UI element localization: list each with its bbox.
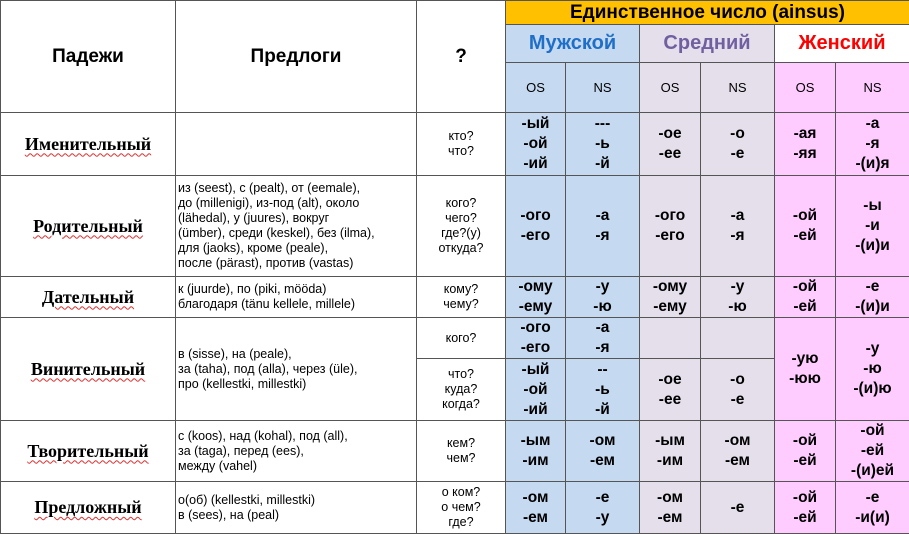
ending-masc-ns-inanimate: -- -ь -й: [566, 359, 640, 421]
ending-fem-ns: -е -и(и): [836, 482, 909, 534]
ending-masc-os: -ый -ой -ий: [506, 113, 566, 176]
ending-neut-os: -ое -ее: [640, 359, 701, 421]
masculine-ns-header: NS: [566, 63, 640, 113]
row-dative: [1, 277, 909, 318]
prepositions-header: Предлоги: [176, 1, 417, 113]
neuter-header: Средний: [640, 25, 775, 63]
ending-fem-os: -ой -ей: [775, 482, 836, 534]
ending-neut-ns: -е: [701, 482, 775, 534]
question-cell-animate: кого?: [417, 318, 506, 359]
empty-neut-os: [640, 318, 701, 359]
row-nominative: [1, 113, 909, 176]
ending-neut-os: -ым -им: [640, 421, 701, 482]
case-name: Винительный: [1, 318, 176, 421]
ending-neut-ns: -а -я: [701, 176, 775, 277]
ending-neut-ns: -у -ю: [701, 277, 775, 318]
ending-fem-ns: -е -(и)и: [836, 277, 909, 318]
neuter-os-header: OS: [640, 63, 701, 113]
feminine-os-header: OS: [775, 63, 836, 113]
prepositions-cell: о(об) (kellestki, millestki) в (sees), на (peal): [176, 482, 417, 534]
masculine-os-header: OS: [506, 63, 566, 113]
row-instrumental: [1, 421, 909, 482]
ending-masc-ns: -а -я: [566, 176, 640, 277]
neuter-ns-header: NS: [701, 63, 775, 113]
ending-masc-os: -ом -ем: [506, 482, 566, 534]
ending-masc-os: -ого -его: [506, 176, 566, 277]
ending-masc-os-animate: -ого -его: [506, 318, 566, 359]
case-name: Предложный: [1, 482, 176, 534]
ending-fem-os: -ой -ей: [775, 421, 836, 482]
row-prepositional: [1, 482, 909, 534]
question-cell: кто? что?: [417, 113, 506, 176]
prepositions-cell: из (seest), с (pealt), от (eemale), до (millenigi), из-под (alt), около (lähedal), у (juures), вокруг (ümber), среди (keskel), без (ilma), для (jaoks), кроме (peale), после (pärast), против (vastas): [176, 176, 417, 277]
feminine-header: Женский: [775, 25, 909, 63]
ending-masc-os-inanimate: -ый -ой -ий: [506, 359, 566, 421]
ending-neut-os: -ого -его: [640, 176, 701, 277]
ending-fem-os: -ой -ей: [775, 277, 836, 318]
ending-masc-os: -ым -им: [506, 421, 566, 482]
ending-masc-os: -ому -ему: [506, 277, 566, 318]
ending-fem-ns: -у -ю -(и)ю: [836, 318, 909, 421]
masculine-header: Мужской: [506, 25, 640, 63]
case-name: Родительный: [1, 176, 176, 277]
case-name: Творительный: [1, 421, 176, 482]
singular-number-title: Единственное число (ainsus): [506, 1, 909, 25]
empty-neut-ns: [701, 318, 775, 359]
case-name: Дательный: [1, 277, 176, 318]
question-cell: кого? чего? где?(у) откуда?: [417, 176, 506, 277]
prepositions-cell: в (sisse), на (peale), за (taha), под (alla), через (üle), про (kellestki, millestki): [176, 318, 417, 421]
case-name: Именительный: [1, 113, 176, 176]
ending-fem-os: -ая -яя: [775, 113, 836, 176]
ending-fem-ns: -а -я -(и)я: [836, 113, 909, 176]
ending-neut-ns: -ом -ем: [701, 421, 775, 482]
row-accusative-animate: [1, 318, 909, 359]
question-cell: кому? чему?: [417, 277, 506, 318]
ending-masc-ns-animate: -а -я: [566, 318, 640, 359]
ending-masc-ns: -е -у: [566, 482, 640, 534]
ending-fem-ns: -ы -и -(и)и: [836, 176, 909, 277]
prepositions-cell: с (koos), над (kohal), под (all), за (taga), перед (ees), между (vahel): [176, 421, 417, 482]
row-genitive: [1, 176, 909, 277]
feminine-ns-header: NS: [836, 63, 909, 113]
prepositions-cell: к (juurde), по (piki, mööda) благодаря (tänu kellele, millele): [176, 277, 417, 318]
cases-header: Падежи: [1, 1, 176, 113]
question-cell: о ком? о чем? где?: [417, 482, 506, 534]
ending-neut-ns: -о -е: [701, 113, 775, 176]
ending-masc-ns: -ом -ем: [566, 421, 640, 482]
question-cell: кем? чем?: [417, 421, 506, 482]
prepositions-cell: [176, 113, 417, 176]
ending-neut-os: -ое -ее: [640, 113, 701, 176]
question-header: ?: [417, 1, 506, 113]
ending-neut-os: -ому -ему: [640, 277, 701, 318]
ending-masc-ns: -у -ю: [566, 277, 640, 318]
ending-fem-ns: -ой -ей -(и)ей: [836, 421, 909, 482]
ending-fem-os: -ую -юю: [775, 318, 836, 421]
ending-masc-ns: --- -ь -й: [566, 113, 640, 176]
ending-neut-os: -ом -ем: [640, 482, 701, 534]
question-cell-inanimate: что? куда? когда?: [417, 359, 506, 421]
ending-neut-ns: -о -е: [701, 359, 775, 421]
ending-fem-os: -ой -ей: [775, 176, 836, 277]
